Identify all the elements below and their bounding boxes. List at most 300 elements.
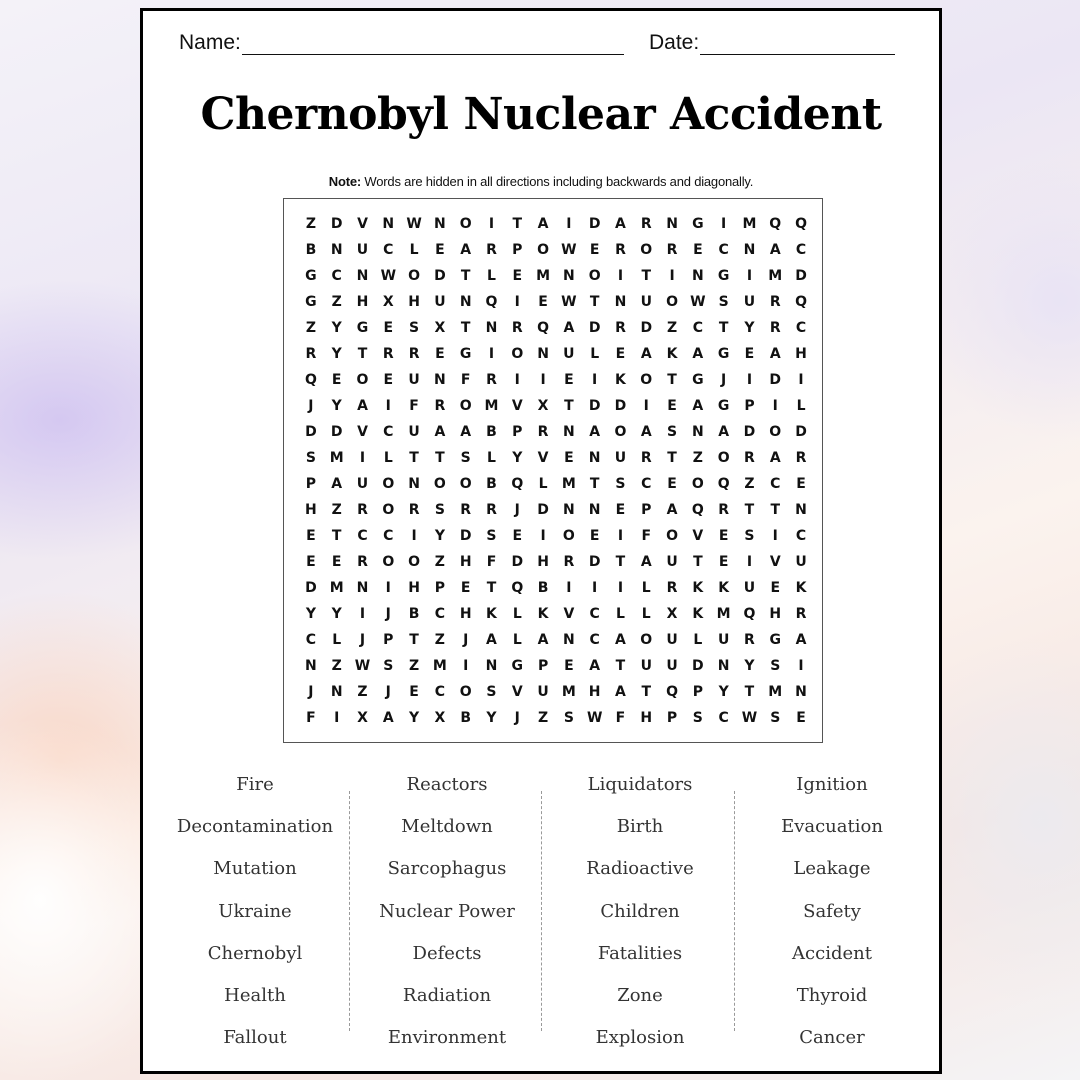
grid-letter[interactable]: T [564,398,574,414]
grid-letter[interactable]: I [385,580,391,596]
grid-letter[interactable]: X [382,294,394,310]
grid-letter[interactable]: O [459,216,472,232]
grid-letter[interactable]: Y [331,346,342,362]
grid-letter[interactable]: C [692,320,703,336]
grid-letter[interactable]: R [357,502,368,518]
grid-letter[interactable]: N [691,424,704,440]
grid-letter[interactable]: P [305,476,317,492]
grid-letter[interactable]: L [641,580,651,596]
grid-letter[interactable]: T [615,554,626,570]
grid-letter[interactable]: W [354,658,371,674]
grid-letter[interactable]: T [331,528,342,544]
grid-letter[interactable]: V [357,424,368,440]
grid-letter[interactable]: F [641,528,652,544]
grid-letter[interactable]: Z [331,658,342,674]
grid-letter[interactable]: T [744,684,755,700]
grid-letter[interactable]: U [537,684,549,700]
grid-letter[interactable]: I [359,606,366,622]
grid-letter[interactable]: Q [769,216,782,232]
grid-letter[interactable]: M [768,684,783,700]
grid-letter[interactable]: S [563,710,574,726]
grid-letter[interactable]: P [383,632,394,648]
grid-letter[interactable]: Y [744,658,755,674]
grid-letter[interactable]: S [305,450,316,466]
grid-letter[interactable]: A [640,424,652,440]
grid-letter[interactable]: O [537,242,550,258]
grid-letter[interactable]: G [459,346,472,362]
grid-letter[interactable]: R [744,450,755,466]
grid-letter[interactable]: P [692,684,703,700]
grid-letter[interactable]: H [459,554,472,570]
grid-letter[interactable]: A [563,320,575,336]
grid-letter[interactable]: D [795,268,807,284]
grid-letter[interactable]: K [666,346,678,362]
grid-letter[interactable]: T [409,450,419,466]
grid-letter[interactable]: Z [305,320,316,336]
grid-letter[interactable]: Y [409,710,420,726]
grid-letter[interactable]: I [385,398,391,414]
grid-letter[interactable]: A [640,554,652,570]
grid-letter[interactable]: O [459,684,472,700]
grid-letter[interactable]: N [563,632,575,648]
grid-letter[interactable]: W [561,294,577,310]
grid-letter[interactable]: Y [718,684,729,700]
grid-letter[interactable]: D [511,554,524,570]
grid-letter[interactable]: E [306,528,316,544]
grid-letter[interactable]: D [588,216,601,232]
grid-letter[interactable]: C [357,528,368,544]
grid-letter[interactable]: D [640,320,653,336]
grid-letter[interactable]: O [769,424,782,440]
grid-letter[interactable]: J [463,632,469,648]
grid-letter[interactable]: I [463,658,469,674]
grid-letter[interactable]: L [487,450,496,466]
grid-letter[interactable]: J [514,502,520,518]
grid-letter[interactable]: D [795,424,807,440]
grid-letter[interactable]: N [743,242,756,258]
grid-letter[interactable]: E [564,450,574,466]
grid-letter[interactable]: E [564,372,574,388]
grid-letter[interactable]: I [669,268,675,284]
grid-letter[interactable]: N [588,450,601,466]
grid-letter[interactable]: E [435,242,445,258]
grid-letter[interactable]: J [385,606,391,622]
grid-letter[interactable]: E [667,398,677,414]
grid-letter[interactable]: U [614,450,627,466]
grid-letter[interactable]: V [511,398,523,414]
grid-letter[interactable]: I [617,268,624,284]
grid-letter[interactable]: G [769,632,781,648]
grid-letter[interactable]: A [615,684,626,700]
grid-letter[interactable]: D [769,372,782,388]
grid-letter[interactable]: X [357,710,368,726]
grid-letter[interactable]: Q [304,372,317,388]
grid-letter[interactable]: S [770,710,781,726]
grid-letter[interactable]: R [666,242,678,258]
grid-letter[interactable]: M [484,398,499,414]
grid-letter[interactable]: R [486,242,497,258]
grid-letter[interactable]: T [693,554,703,570]
grid-letter[interactable]: Q [666,684,678,700]
grid-letter[interactable]: N [330,684,343,700]
grid-letter[interactable]: V [563,606,575,622]
grid-letter[interactable]: M [768,268,783,284]
grid-letter[interactable]: E [796,710,806,726]
grid-letter[interactable]: A [769,450,781,466]
grid-letter[interactable]: O [459,398,472,414]
grid-letter[interactable]: P [641,502,652,518]
grid-letter[interactable]: E [512,268,523,284]
grid-letter[interactable]: R [486,372,497,388]
grid-letter[interactable]: C [331,268,342,284]
grid-letter[interactable]: T [512,216,523,232]
grid-letter[interactable]: G [692,372,704,388]
grid-letter[interactable]: A [769,346,781,362]
grid-letter[interactable]: T [435,450,445,466]
grid-letter[interactable]: V [769,554,781,570]
grid-letter[interactable]: A [434,424,446,440]
grid-letter[interactable]: I [617,528,624,544]
grid-letter[interactable]: E [460,580,471,596]
grid-letter[interactable]: E [796,476,806,492]
grid-letter[interactable]: T [770,502,781,518]
grid-letter[interactable]: I [772,528,778,544]
grid-letter[interactable]: C [770,476,781,492]
grid-letter[interactable]: R [615,242,626,258]
grid-letter[interactable]: N [356,580,369,596]
grid-letter[interactable]: B [537,580,549,596]
grid-letter[interactable]: S [383,658,394,674]
grid-letter[interactable]: N [795,502,807,518]
grid-letter[interactable]: E [383,320,394,336]
grid-letter[interactable]: T [589,476,600,492]
grid-letter[interactable]: O [382,476,395,492]
grid-letter[interactable]: H [459,606,472,622]
grid-letter[interactable]: R [640,216,652,232]
grid-letter[interactable]: S [692,710,703,726]
grid-letter[interactable]: N [691,268,704,284]
grid-letter[interactable]: A [460,242,472,258]
grid-letter[interactable]: A [357,398,368,414]
grid-letter[interactable]: B [408,606,420,622]
grid-letter[interactable]: N [330,242,343,258]
grid-letter[interactable]: O [640,242,653,258]
grid-letter[interactable]: I [540,372,546,388]
grid-letter[interactable]: N [614,294,627,310]
grid-letter[interactable]: L [512,632,522,648]
grid-letter[interactable]: Q [717,476,730,492]
grid-letter[interactable]: Q [795,294,807,310]
grid-letter[interactable]: G [305,268,317,284]
grid-letter[interactable]: E [331,372,342,388]
grid-letter[interactable]: E [512,528,523,544]
grid-letter[interactable]: E [409,684,419,700]
grid-letter[interactable]: Z [434,554,445,570]
grid-letter[interactable]: A [537,632,549,648]
grid-letter[interactable]: N [305,658,317,674]
grid-letter[interactable]: I [746,554,753,570]
grid-letter[interactable]: N [434,372,446,388]
grid-letter[interactable]: M [561,684,576,700]
grid-letter[interactable]: T [667,372,677,388]
grid-letter[interactable]: K [615,372,626,388]
grid-letter[interactable]: O [562,528,575,544]
grid-letter[interactable]: E [331,554,342,570]
grid-letter[interactable]: W [586,710,603,726]
grid-letter[interactable]: A [615,632,626,648]
grid-letter[interactable]: C [641,476,652,492]
grid-letter[interactable]: C [434,606,446,622]
grid-letter[interactable]: V [537,450,549,466]
grid-letter[interactable]: G [305,294,317,310]
grid-letter[interactable]: K [537,606,549,622]
grid-letter[interactable]: D [459,528,472,544]
grid-letter[interactable]: C [795,320,807,336]
grid-letter[interactable]: U [408,424,420,440]
grid-letter[interactable]: W [561,242,577,258]
grid-letter[interactable]: U [666,632,678,648]
grid-letter[interactable]: H [356,294,369,310]
grid-letter[interactable]: R [357,554,368,570]
grid-letter[interactable]: P [512,424,523,440]
grid-letter[interactable]: O [382,502,395,518]
grid-letter[interactable]: W [406,216,422,232]
grid-letter[interactable]: M [742,216,757,232]
grid-letter[interactable]: L [641,606,651,622]
grid-letter[interactable]: C [305,632,317,648]
grid-letter[interactable]: R [305,346,317,362]
grid-letter[interactable]: Y [512,450,523,466]
grid-letter[interactable]: B [460,710,472,726]
grid-letter[interactable]: R [537,424,549,440]
grid-letter[interactable]: E [589,242,600,258]
grid-letter[interactable]: S [667,424,678,440]
grid-letter[interactable]: H [588,684,601,700]
grid-letter[interactable]: U [666,554,678,570]
grid-letter[interactable]: C [589,606,600,622]
grid-letter[interactable]: M [432,658,447,674]
grid-letter[interactable]: W [741,710,758,726]
grid-letter[interactable]: N [485,320,498,336]
grid-letter[interactable]: A [718,424,730,440]
grid-letter[interactable]: R [744,632,755,648]
grid-letter[interactable]: Y [331,320,342,336]
grid-letter[interactable]: Q [485,294,498,310]
grid-letter[interactable]: Z [305,216,316,232]
grid-letter[interactable]: B [486,424,497,440]
grid-letter[interactable]: I [514,294,520,310]
grid-letter[interactable]: I [746,268,753,284]
grid-letter[interactable]: N [563,502,575,518]
grid-letter[interactable]: J [359,632,366,648]
grid-letter[interactable]: E [744,346,755,362]
grid-letter[interactable]: O [511,346,524,362]
grid-letter[interactable]: A [589,658,601,674]
grid-letter[interactable]: X [434,320,446,336]
grid-letter[interactable]: R [615,320,626,336]
grid-letter[interactable]: A [615,216,626,232]
grid-letter[interactable]: N [434,216,446,232]
grid-letter[interactable]: T [615,658,626,674]
grid-letter[interactable]: A [537,216,549,232]
grid-letter[interactable]: O [691,476,704,492]
grid-letter[interactable]: U [743,580,756,596]
grid-letter[interactable]: J [721,372,727,388]
grid-letter[interactable]: O [433,476,446,492]
grid-letter[interactable]: E [564,658,574,674]
grid-letter[interactable]: A [692,398,704,414]
grid-letter[interactable]: T [409,632,419,648]
grid-letter[interactable]: Q [691,502,704,518]
grid-letter[interactable]: Z [357,684,368,700]
grid-letter[interactable]: K [486,606,497,622]
grid-letter[interactable]: Z [331,502,342,518]
grid-letter[interactable]: H [769,606,782,622]
grid-letter[interactable]: L [512,606,522,622]
grid-letter[interactable]: P [537,658,549,674]
grid-letter[interactable]: C [434,684,446,700]
grid-letter[interactable]: T [641,684,652,700]
grid-letter[interactable]: L [590,346,600,362]
grid-letter[interactable]: E [667,476,677,492]
grid-letter[interactable]: A [769,242,781,258]
grid-letter[interactable]: N [588,502,601,518]
name-input-line[interactable] [242,34,624,55]
grid-letter[interactable]: V [511,684,523,700]
grid-letter[interactable]: Y [305,606,316,622]
grid-letter[interactable]: X [434,710,446,726]
grid-letter[interactable]: S [744,528,755,544]
grid-letter[interactable]: O [614,424,627,440]
grid-letter[interactable]: N [666,216,678,232]
grid-letter[interactable]: Q [795,216,807,232]
grid-letter[interactable]: E [770,580,781,596]
grid-letter[interactable]: E [306,554,316,570]
grid-letter[interactable]: D [588,320,601,336]
grid-letter[interactable]: A [795,632,807,648]
grid-letter[interactable]: X [537,398,549,414]
grid-letter[interactable]: Z [537,710,549,726]
grid-letter[interactable]: R [718,502,730,518]
grid-letter[interactable]: G [692,216,704,232]
grid-letter[interactable]: O [640,372,653,388]
grid-letter[interactable]: M [536,268,551,284]
grid-letter[interactable]: O [382,554,395,570]
grid-letter[interactable]: T [460,268,471,284]
grid-letter[interactable]: M [329,450,344,466]
grid-letter[interactable]: L [796,398,806,414]
grid-letter[interactable]: F [409,398,419,414]
grid-letter[interactable]: D [692,658,704,674]
grid-letter[interactable]: K [692,606,704,622]
grid-letter[interactable]: C [383,424,394,440]
grid-letter[interactable]: I [617,580,624,596]
grid-letter[interactable]: U [717,632,730,648]
grid-letter[interactable]: I [746,372,753,388]
grid-letter[interactable]: K [718,580,730,596]
grid-letter[interactable]: I [592,372,598,388]
grid-letter[interactable]: H [408,294,420,310]
grid-letter[interactable]: Z [666,320,678,336]
grid-letter[interactable]: M [329,580,344,596]
grid-letter[interactable]: S [460,450,471,466]
grid-letter[interactable]: V [692,528,704,544]
grid-letter[interactable]: L [487,268,496,284]
grid-letter[interactable]: E [383,372,394,388]
grid-letter[interactable]: A [460,424,472,440]
grid-letter[interactable]: C [589,632,600,648]
grid-letter[interactable]: S [718,294,729,310]
grid-letter[interactable]: S [486,684,497,700]
grid-letter[interactable]: N [563,424,575,440]
grid-letter[interactable]: L [409,242,419,258]
grid-letter[interactable]: I [798,658,804,674]
grid-letter[interactable]: O [459,476,472,492]
grid-letter[interactable]: I [643,398,649,414]
grid-letter[interactable]: N [717,658,730,674]
grid-letter[interactable]: L [332,632,342,648]
name-field[interactable] [179,31,624,55]
grid-letter[interactable]: R [795,450,807,466]
grid-letter[interactable]: S [434,502,445,518]
grid-letter[interactable]: S [615,476,626,492]
grid-letter[interactable]: O [408,268,421,284]
grid-letter[interactable]: A [486,632,497,648]
grid-letter[interactable]: O [666,528,678,544]
grid-letter[interactable]: R [408,502,420,518]
grid-letter[interactable]: D [588,398,601,414]
grid-letter[interactable]: O [640,632,653,648]
grid-letter[interactable]: R [769,320,781,336]
grid-letter[interactable]: I [798,372,804,388]
grid-letter[interactable]: O [666,294,678,310]
grid-letter[interactable]: Y [331,606,342,622]
grid-letter[interactable]: F [615,710,626,726]
grid-letter[interactable]: L [383,450,393,466]
grid-letter[interactable]: R [769,294,781,310]
grid-letter[interactable]: H [537,554,549,570]
grid-letter[interactable]: P [512,242,523,258]
grid-letter[interactable]: X [666,606,678,622]
grid-letter[interactable]: E [435,346,445,362]
grid-letter[interactable]: S [770,658,781,674]
grid-letter[interactable]: O [717,450,730,466]
grid-letter[interactable]: S [409,320,420,336]
grid-letter[interactable]: U [434,294,446,310]
grid-letter[interactable]: R [486,502,497,518]
grid-letter[interactable]: G [356,320,369,336]
grid-letter[interactable]: R [408,346,420,362]
grid-letter[interactable]: L [693,632,703,648]
grid-letter[interactable]: I [514,372,520,388]
grid-letter[interactable]: Q [537,320,550,336]
grid-letter[interactable]: M [561,476,576,492]
grid-letter[interactable]: O [408,554,421,570]
grid-letter[interactable]: N [356,268,369,284]
grid-letter[interactable]: I [772,398,778,414]
grid-letter[interactable]: N [485,658,498,674]
grid-letter[interactable]: R [460,502,472,518]
grid-letter[interactable]: P [744,398,755,414]
grid-letter[interactable]: O [356,372,369,388]
grid-letter[interactable]: U [640,658,652,674]
grid-letter[interactable]: K [795,580,807,596]
grid-letter[interactable]: Q [511,476,524,492]
grid-letter[interactable]: Z [744,476,755,492]
grid-letter[interactable]: R [563,554,575,570]
grid-letter[interactable]: U [356,476,369,492]
grid-letter[interactable]: I [540,528,546,544]
